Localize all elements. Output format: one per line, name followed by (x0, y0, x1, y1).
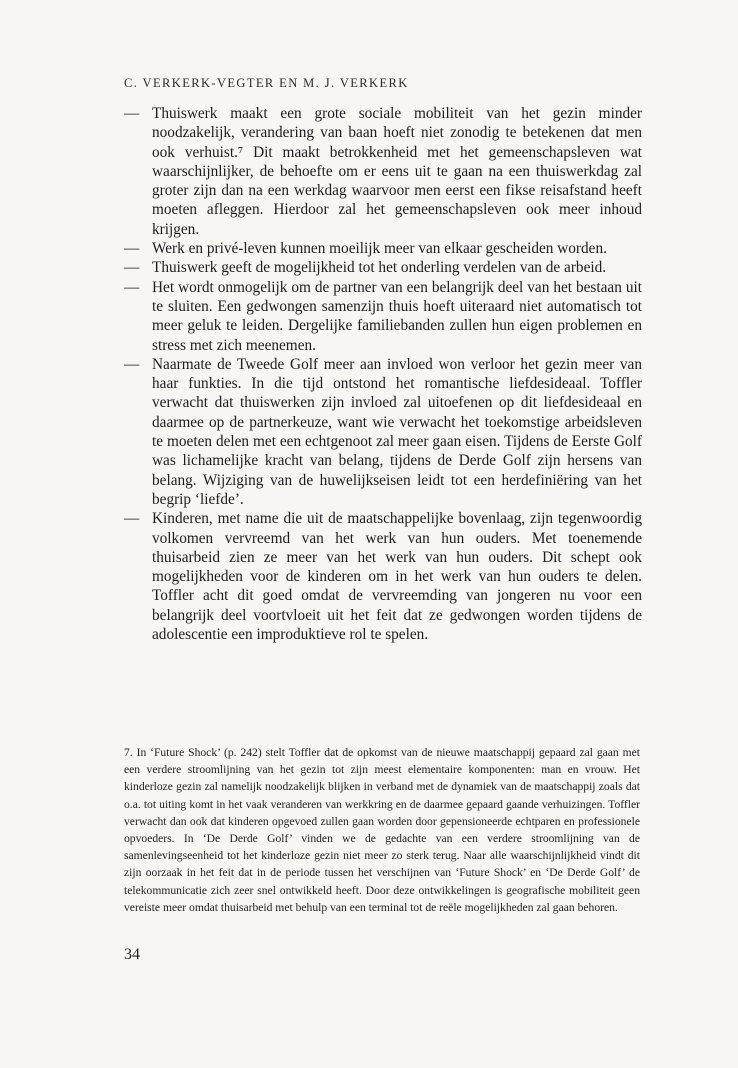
running-head: C. VERKERK-VEGTER EN M. J. VERKERK (124, 76, 409, 90)
dash-marker: — (124, 105, 140, 122)
dash-marker: — (124, 510, 140, 528)
list-item (124, 355, 642, 509)
list-item-text: Werk en privé-leven kunnen moeilijk meer van elkaar gescheiden worden. (152, 240, 607, 258)
list-item (124, 278, 642, 355)
page-number: 34 (124, 946, 140, 963)
dash-list (124, 104, 642, 644)
dash-marker: — (124, 278, 140, 296)
list-item-text: Naarmate de Tweede Golf meer aan invloed won verloor het gezin meer van haar funkties. In die tijd ontstond het romantische liefdesideaal. Toffler verwacht dat thuiswerken zijn invloed zal uitoefenen op dit liefdesideaal en daarmee op de partnerkeuze, want wie verwacht het toekomstige arbeidsleven te moeten delen met een echtgenoot zal meer gaan eisen. Tijdens de Eerste Golf was lichamelijke kracht van belang, tijdens de Derde Golf zijn hersens van belang. Wijziging van de huwelijkseisen leidt tot een herdefiniëring van het begrip ‘liefde’. (152, 355, 642, 508)
list-item (124, 509, 642, 644)
list-item-text: Thuiswerk geeft de mogelijkheid tot het onderling verdelen van de arbeid. (152, 259, 607, 277)
list-item-text: Thuiswerk maakt een grote sociale mobiliteit van het gezin minder noodzakelijk, verandering van baan hoeft niet zonodig te betekenen dat men ook verhuist.⁷ Dit maakt betrokkenheid met het gemeenschapsleven wat waarschijnlijker, de behoefte om er eens uit te gaan na een thuiswerkdag zal groter zijn dan na een werkdag waarvoor men eerst een fikse reisafstand heeft moeten afleggen. Hierdoor zal het gemeenschapsleven ook meer inhoud krijgen. (152, 105, 642, 238)
dash-marker: — (124, 259, 140, 277)
footnote: 7. In ‘Future Shock’ (p. 242) stelt Toffler dat de opkomst van de nieuwe maatschappij gepaard zal gaan met een verdere stroomlijning van het gezin tot zijn meest elementaire komponenten: man en vrouw. Het kinderloze gezin zal namelijk noodzakelijk blijken in verband met de dynamiek van de maatschappij zoals dat o.a. tot uiting komt in het vaak veranderen van werkkring en de daarmee gepaard gaande verhuizingen. Toffler verwacht dan ook dat kinderen opgevoed zullen gaan worden door gepensioneerde echtparen en professionele opvoeders. In ‘De Derde Golf’ vinden we de gedachte van een verdere stroomlijning van de samenlevingseenheid tot het kinderloze gezin niet meer zo sterk terug. Naar alle waarschijnlijkheid vindt dit zijn oorzaak in het feit dat in de periode tussen het verschijnen van ‘Future Shock’ en ‘De Derde Golf’ de telekommunicatie zich zeer snel ontwikkeld heeft. Door deze ontwikkelingen is geografische mobiliteit geen vereiste meer omdat thuisarbeid met behulp van een terminal tot de reële mogelijkheden zal gaan behoren. (124, 746, 640, 914)
dash-marker: — (124, 240, 140, 258)
dash-marker: — (124, 355, 140, 373)
list-item-text: Het wordt onmogelijk om de partner van een belangrijk deel van het bestaan uit te sluiten. Een gedwongen samenzijn thuis hoeft uiteraard niet automatisch tot meer geluk te leiden. Dergelijke familiebanden zullen hun eigen problemen en stress met zich meenemen. (152, 278, 642, 354)
list-item-text: Kinderen, met name die uit de maatschappelijke bovenlaag, zijn tegenwoordig volkomen vervreemd van het werk van hun ouders. Met toenemende thuisarbeid zien ze meer van het werk van hun ouders. Dit schept ook mogelijkheden voor de kinderen om in het werk van hun ouders te delen. Toffler acht dit goed omdat de vervreemding van jongeren nu voor een belangrijk deel voortvloeit uit het feit dat ze gedwongen worden tijdens de adolescentie een improduktieve rol te spelen. (152, 510, 642, 644)
list-item (124, 239, 642, 258)
list-item (124, 104, 642, 239)
list-item (124, 258, 642, 277)
